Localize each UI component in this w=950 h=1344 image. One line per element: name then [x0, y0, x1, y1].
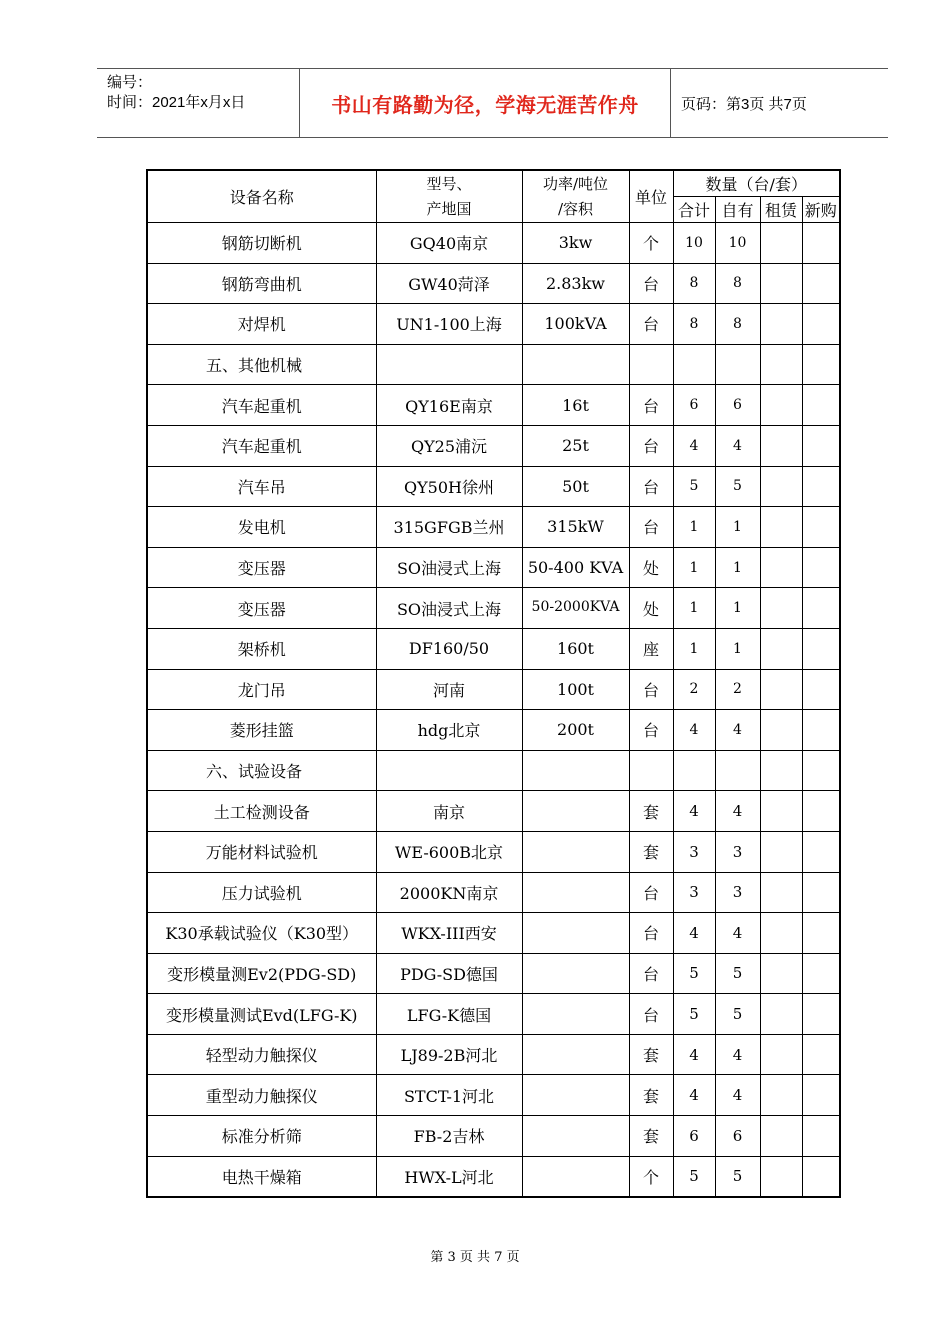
header-model-line2: 产地国	[426, 199, 472, 218]
unit: 台	[629, 507, 673, 548]
quantity-total: 8	[673, 263, 715, 304]
model-origin: SO油浸式上海	[376, 588, 522, 629]
quantity-rent	[760, 1075, 802, 1116]
table-row	[147, 425, 840, 466]
empty-cell	[715, 750, 760, 791]
table-row	[147, 588, 840, 629]
equipment-name: 对焊机	[147, 304, 376, 345]
equipment-name: 汽车吊	[147, 466, 376, 507]
table-row	[147, 994, 840, 1035]
quantity-total: 4	[673, 710, 715, 751]
quantity-own: 5	[715, 1156, 760, 1197]
quantity-total: 6	[673, 1116, 715, 1157]
table-header-row	[147, 170, 840, 197]
model-origin: HWX-L河北	[376, 1156, 522, 1197]
equipment-name: 龙门吊	[147, 669, 376, 710]
unit: 处	[629, 588, 673, 629]
header-motto-cell	[300, 69, 671, 137]
quantity-new	[802, 628, 840, 669]
unit: 台	[629, 913, 673, 954]
quantity-total: 5	[673, 466, 715, 507]
quantity-own: 1	[715, 628, 760, 669]
power-capacity	[522, 1156, 629, 1197]
quantity-new	[802, 425, 840, 466]
quantity-total: 1	[673, 588, 715, 629]
model-origin: PDG-SD德国	[376, 953, 522, 994]
empty-cell	[715, 344, 760, 385]
power-capacity: 25t	[522, 425, 629, 466]
quantity-total: 3	[673, 831, 715, 872]
equipment-name: 重型动力触探仪	[147, 1075, 376, 1116]
table-row	[147, 710, 840, 751]
quantity-total: 4	[673, 425, 715, 466]
power-capacity-text: 50-2000KVA	[531, 599, 620, 616]
empty-cell	[629, 750, 673, 791]
quantity-rent	[760, 1116, 802, 1157]
quantity-own: 5	[715, 994, 760, 1035]
quantity-rent	[760, 1034, 802, 1075]
document-time-label: 时间：2021年x月x日	[107, 94, 246, 111]
empty-cell	[629, 344, 673, 385]
equipment-name: K30承载试验仪（K30型）	[147, 913, 376, 954]
header-power	[522, 170, 629, 223]
unit: 套	[629, 791, 673, 832]
quantity-new	[802, 507, 840, 548]
quantity-rent	[760, 425, 802, 466]
quantity-new	[802, 1156, 840, 1197]
model-origin: GW40菏泽	[376, 263, 522, 304]
unit: 台	[629, 304, 673, 345]
power-capacity	[522, 588, 629, 629]
quantity-own: 1	[715, 507, 760, 548]
header-total: 合计	[673, 197, 715, 223]
unit: 套	[629, 1034, 673, 1075]
quantity-own: 10	[715, 223, 760, 264]
empty-cell	[522, 750, 629, 791]
model-origin: LFG-K德国	[376, 994, 522, 1035]
quantity-total: 4	[673, 1034, 715, 1075]
header-model-line1: 型号、	[426, 174, 472, 193]
quantity-new	[802, 223, 840, 264]
quantity-new	[802, 1075, 840, 1116]
table-row	[147, 628, 840, 669]
power-capacity	[522, 1034, 629, 1075]
unit: 套	[629, 831, 673, 872]
quantity-own: 6	[715, 1116, 760, 1157]
table-row	[147, 223, 840, 264]
quantity-rent	[760, 547, 802, 588]
header-power-line2: /容积	[557, 199, 594, 218]
model-origin: QY50H徐州	[376, 466, 522, 507]
table-row	[147, 669, 840, 710]
quantity-new	[802, 913, 840, 954]
quantity-rent	[760, 872, 802, 913]
model-origin: QY16E南京	[376, 385, 522, 426]
power-capacity	[522, 1075, 629, 1116]
unit: 座	[629, 628, 673, 669]
quantity-new	[802, 710, 840, 751]
unit: 台	[629, 385, 673, 426]
quantity-own: 3	[715, 831, 760, 872]
model-origin: 河南	[376, 669, 522, 710]
unit: 台	[629, 669, 673, 710]
equipment-name: 变形模量测Ev2(PDG-SD)	[147, 953, 376, 994]
quantity-own: 1	[715, 547, 760, 588]
quantity-new	[802, 831, 840, 872]
equipment-name: 轻型动力触探仪	[147, 1034, 376, 1075]
table-row	[147, 466, 840, 507]
quantity-rent	[760, 628, 802, 669]
header-unit: 单位	[629, 170, 673, 223]
section-title: 五、其他机械	[147, 344, 376, 385]
quantity-own: 2	[715, 669, 760, 710]
header-page-info: 页码：第3页 共7页	[681, 95, 807, 113]
model-origin: WE-600B北京	[376, 831, 522, 872]
equipment-name: 发电机	[147, 507, 376, 548]
quantity-own: 3	[715, 872, 760, 913]
equipment-name: 架桥机	[147, 628, 376, 669]
quantity-rent	[760, 994, 802, 1035]
model-origin: QY25浦沅	[376, 425, 522, 466]
quantity-new	[802, 872, 840, 913]
quantity-total: 1	[673, 547, 715, 588]
section-title: 六、试验设备	[147, 750, 376, 791]
power-capacity: 315kW	[522, 507, 629, 548]
power-capacity	[522, 872, 629, 913]
model-origin: SO油浸式上海	[376, 547, 522, 588]
empty-cell	[376, 344, 522, 385]
quantity-new	[802, 791, 840, 832]
empty-cell	[802, 344, 840, 385]
quantity-new	[802, 953, 840, 994]
quantity-new	[802, 1034, 840, 1075]
quantity-rent	[760, 466, 802, 507]
model-origin: 南京	[376, 791, 522, 832]
header-page-cell	[671, 69, 888, 137]
unit: 个	[629, 1156, 673, 1197]
model-origin: DF160/50	[376, 628, 522, 669]
equipment-name: 变形模量测试Evd(LFG-K)	[147, 994, 376, 1035]
quantity-own: 4	[715, 710, 760, 751]
unit: 台	[629, 994, 673, 1035]
header-meta-cell	[97, 69, 300, 137]
power-capacity: 160t	[522, 628, 629, 669]
quantity-new	[802, 385, 840, 426]
model-origin: 2000KN南京	[376, 872, 522, 913]
power-capacity	[522, 791, 629, 832]
quantity-total: 4	[673, 1075, 715, 1116]
quantity-new	[802, 466, 840, 507]
page-footer: 第 3 页 共 7 页	[430, 1250, 520, 1265]
unit: 台	[629, 466, 673, 507]
equipment-name: 万能材料试验机	[147, 831, 376, 872]
unit: 处	[629, 547, 673, 588]
header-own: 自有	[715, 197, 760, 223]
quantity-total: 5	[673, 953, 715, 994]
header-power-line1: 功率/吨位	[542, 174, 609, 193]
power-capacity: 16t	[522, 385, 629, 426]
quantity-total: 3	[673, 872, 715, 913]
equipment-name: 汽车起重机	[147, 425, 376, 466]
table-row	[147, 547, 840, 588]
quantity-new	[802, 588, 840, 629]
quantity-own: 6	[715, 385, 760, 426]
equipment-name: 变压器	[147, 588, 376, 629]
empty-cell	[376, 750, 522, 791]
table-row	[147, 831, 840, 872]
unit: 台	[629, 872, 673, 913]
power-capacity	[522, 913, 629, 954]
quantity-rent	[760, 1156, 802, 1197]
quantity-total: 6	[673, 385, 715, 426]
equipment-name: 电热干燥箱	[147, 1156, 376, 1197]
power-capacity	[522, 831, 629, 872]
unit: 台	[629, 263, 673, 304]
equipment-name: 变压器	[147, 547, 376, 588]
document-number-label: 编号：	[107, 74, 153, 91]
quantity-rent	[760, 263, 802, 304]
quantity-new	[802, 994, 840, 1035]
quantity-own: 5	[715, 953, 760, 994]
table-row	[147, 507, 840, 548]
quantity-own: 4	[715, 1075, 760, 1116]
quantity-own: 8	[715, 304, 760, 345]
quantity-total: 1	[673, 628, 715, 669]
power-capacity	[522, 953, 629, 994]
quantity-rent	[760, 304, 802, 345]
quantity-rent	[760, 223, 802, 264]
equipment-name: 菱形挂篮	[147, 710, 376, 751]
equipment-name: 土工检测设备	[147, 791, 376, 832]
quantity-rent	[760, 507, 802, 548]
empty-cell	[760, 344, 802, 385]
quantity-rent	[760, 913, 802, 954]
model-origin: STCT-1河北	[376, 1075, 522, 1116]
equipment-name: 钢筋切断机	[147, 223, 376, 264]
quantity-rent	[760, 385, 802, 426]
quantity-rent	[760, 791, 802, 832]
header-rent: 租赁	[760, 197, 802, 223]
table-row	[147, 263, 840, 304]
table-row	[147, 953, 840, 994]
quantity-own: 4	[715, 1034, 760, 1075]
empty-cell	[802, 750, 840, 791]
motto-text: 书山有路勤为径，学海无涯苦作舟	[331, 94, 639, 117]
page-header	[97, 68, 888, 138]
unit: 台	[629, 710, 673, 751]
power-capacity	[522, 1116, 629, 1157]
empty-cell	[760, 750, 802, 791]
model-origin: hdg北京	[376, 710, 522, 751]
model-origin: LJ89-2B河北	[376, 1034, 522, 1075]
quantity-rent	[760, 831, 802, 872]
power-capacity: 50t	[522, 466, 629, 507]
power-capacity: 3kw	[522, 223, 629, 264]
equipment-name: 汽车起重机	[147, 385, 376, 426]
model-origin: GQ40南京	[376, 223, 522, 264]
equipment-table	[146, 169, 841, 1198]
table-row	[147, 1116, 840, 1157]
quantity-total: 4	[673, 913, 715, 954]
equipment-name: 压力试验机	[147, 872, 376, 913]
quantity-rent	[760, 953, 802, 994]
empty-cell	[673, 750, 715, 791]
quantity-new	[802, 547, 840, 588]
quantity-total: 2	[673, 669, 715, 710]
table-row	[147, 385, 840, 426]
quantity-own: 5	[715, 466, 760, 507]
quantity-new	[802, 263, 840, 304]
quantity-total: 4	[673, 791, 715, 832]
table-row	[147, 791, 840, 832]
empty-cell	[522, 344, 629, 385]
quantity-own: 4	[715, 791, 760, 832]
quantity-total: 10	[673, 223, 715, 264]
power-capacity: 2.83kw	[522, 263, 629, 304]
power-capacity	[522, 994, 629, 1035]
empty-cell	[673, 344, 715, 385]
section-row	[147, 750, 840, 791]
model-origin: UN1-100上海	[376, 304, 522, 345]
quantity-total: 1	[673, 507, 715, 548]
equipment-name: 钢筋弯曲机	[147, 263, 376, 304]
table-row	[147, 1075, 840, 1116]
quantity-own: 4	[715, 425, 760, 466]
table-row	[147, 872, 840, 913]
quantity-rent	[760, 669, 802, 710]
table-row	[147, 913, 840, 954]
power-capacity: 200t	[522, 710, 629, 751]
model-origin: FB-2吉林	[376, 1116, 522, 1157]
header-equipment-name: 设备名称	[147, 170, 376, 223]
unit: 台	[629, 425, 673, 466]
quantity-new	[802, 304, 840, 345]
header-new: 新购	[802, 197, 840, 223]
quantity-own: 4	[715, 913, 760, 954]
header-quantity: 数量（台/套）	[673, 170, 840, 197]
power-capacity: 100kVA	[522, 304, 629, 345]
quantity-total: 5	[673, 1156, 715, 1197]
quantity-total: 5	[673, 994, 715, 1035]
section-row	[147, 344, 840, 385]
quantity-new	[802, 669, 840, 710]
quantity-total: 8	[673, 304, 715, 345]
table-row	[147, 1034, 840, 1075]
quantity-rent	[760, 588, 802, 629]
header-model-origin	[376, 170, 522, 223]
equipment-name: 标准分析筛	[147, 1116, 376, 1157]
unit: 套	[629, 1075, 673, 1116]
unit: 台	[629, 953, 673, 994]
quantity-new	[802, 1116, 840, 1157]
table-row	[147, 304, 840, 345]
power-capacity: 50-400 KVA	[522, 547, 629, 588]
unit: 套	[629, 1116, 673, 1157]
model-origin: WKX-III西安	[376, 913, 522, 954]
power-capacity: 100t	[522, 669, 629, 710]
unit: 个	[629, 223, 673, 264]
quantity-own: 1	[715, 588, 760, 629]
table-row	[147, 1156, 840, 1197]
model-origin: 315GFGB兰州	[376, 507, 522, 548]
quantity-own: 8	[715, 263, 760, 304]
quantity-rent	[760, 710, 802, 751]
